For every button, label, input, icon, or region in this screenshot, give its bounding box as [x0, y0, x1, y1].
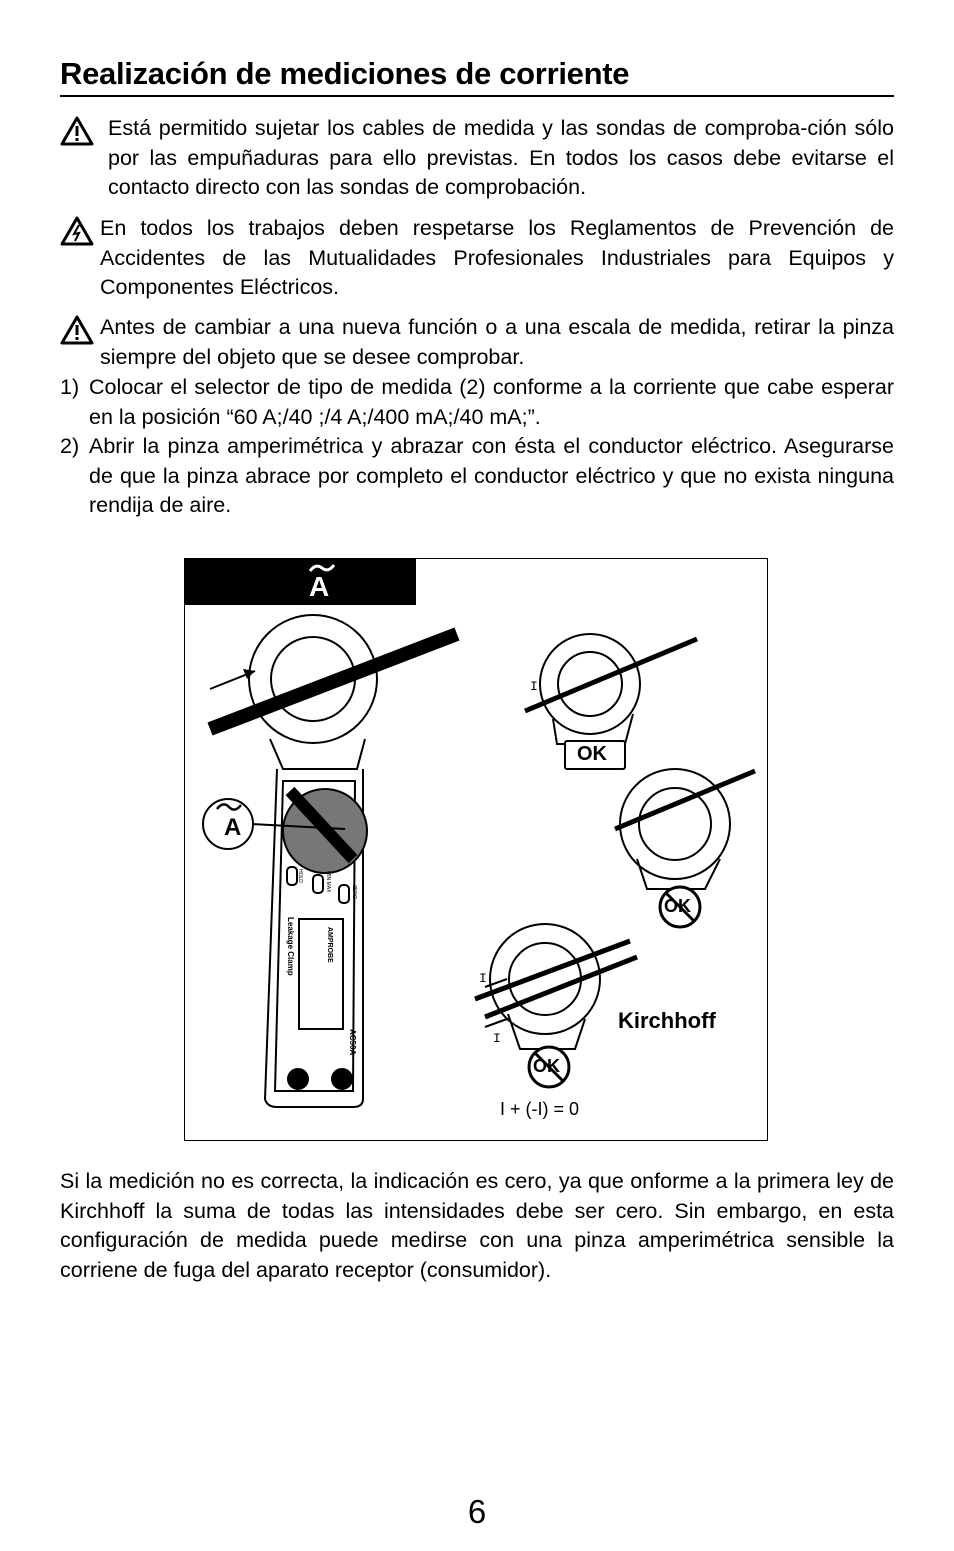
warning-3-text: Antes de cambiar a una nueva función o a una escala de medida, retirar la pinza siempre del objeto que se desee comprobar. — [100, 315, 894, 369]
conclusion-paragraph: Si la medición no es correcta, la indicación es cero, ya que onforme a la primera ley de Kirchhoff la suma de todas las intensidades debe ser cero. Sin embargo, en esta configuración de medida puede medirse con una pinza amperimétrica sensible la corriene de fuga del aparato receptor (consumidor). — [60, 1169, 894, 1282]
warning-triangle-icon — [60, 116, 94, 146]
electric-shock-warning-icon — [60, 216, 94, 246]
page-title: Realización de mediciones de corriente — [60, 56, 630, 91]
step-1-text: Colocar el selector de tipo de medida (2) conforme a la corriente que cabe esperar en la posición “60 A;/40 ;/4 A;/400 mA;/40 mA;”. — [89, 375, 894, 429]
title-rule — [60, 95, 894, 97]
meter-brand: AMPROBE — [326, 927, 333, 963]
dial-amp-symbol: A — [224, 814, 242, 841]
clamp-measurement-figure — [184, 558, 768, 1141]
meter-minmax-button: MIN MAX — [325, 871, 331, 893]
kirchhoff-equation: I + (-I) = 0 — [500, 1099, 580, 1119]
warning-2-text: En todos los trabajos deben respetarse los Reglamentos de Prevención de Accidentes de las Mutualidades Profesionales Industriales para Equipos y Componentes Eléctricos. — [100, 216, 894, 299]
step-1-number: 1) — [60, 375, 80, 399]
step-2-number: 2) — [60, 434, 80, 458]
incorrect-conductor — [615, 771, 755, 829]
meter-model: AC50A — [348, 1029, 357, 1056]
meter-zero-button: ZERO — [351, 885, 357, 899]
current-label-1: I — [530, 679, 538, 694]
meter-hold-button: HOLD — [297, 869, 303, 883]
warning-triangle-icon — [60, 315, 94, 345]
current-label-2: I — [479, 971, 487, 986]
meter-name: Leakage Clamp — [286, 917, 295, 976]
kirchhoff-label: Kirchhoff — [618, 1008, 716, 1033]
current-label-3: I — [493, 1031, 501, 1046]
header-amp-symbol: A — [309, 571, 330, 602]
warning-1 — [60, 114, 894, 204]
figure-drawing — [185, 559, 767, 1140]
warning-3 — [60, 313, 894, 373]
not-ok-label-2: OK — [533, 1056, 560, 1076]
not-ok-label-1: OK — [664, 896, 691, 916]
correct-conductor — [525, 639, 697, 711]
page-number: 6 — [467, 1493, 487, 1530]
ok-label: OK — [577, 743, 607, 765]
correct-clamp-drawing — [540, 634, 640, 744]
step-2-text: Abrir la pinza amperimétrica y abrazar con ésta el conductor eléctrico. Asegurarse de que la pinza abrace por completo el conductor eléctrico y que no exista ninguna rendija de aire. — [89, 434, 894, 517]
warning-2 — [60, 214, 894, 304]
warning-1-text: Está permitido sujetar los cables de medida y las sondas de comproba-ción sólo por las empuñaduras para ello previstas. En todos los casos debe evitarse el contacto directo con las sondas de comprobación. — [108, 116, 894, 199]
